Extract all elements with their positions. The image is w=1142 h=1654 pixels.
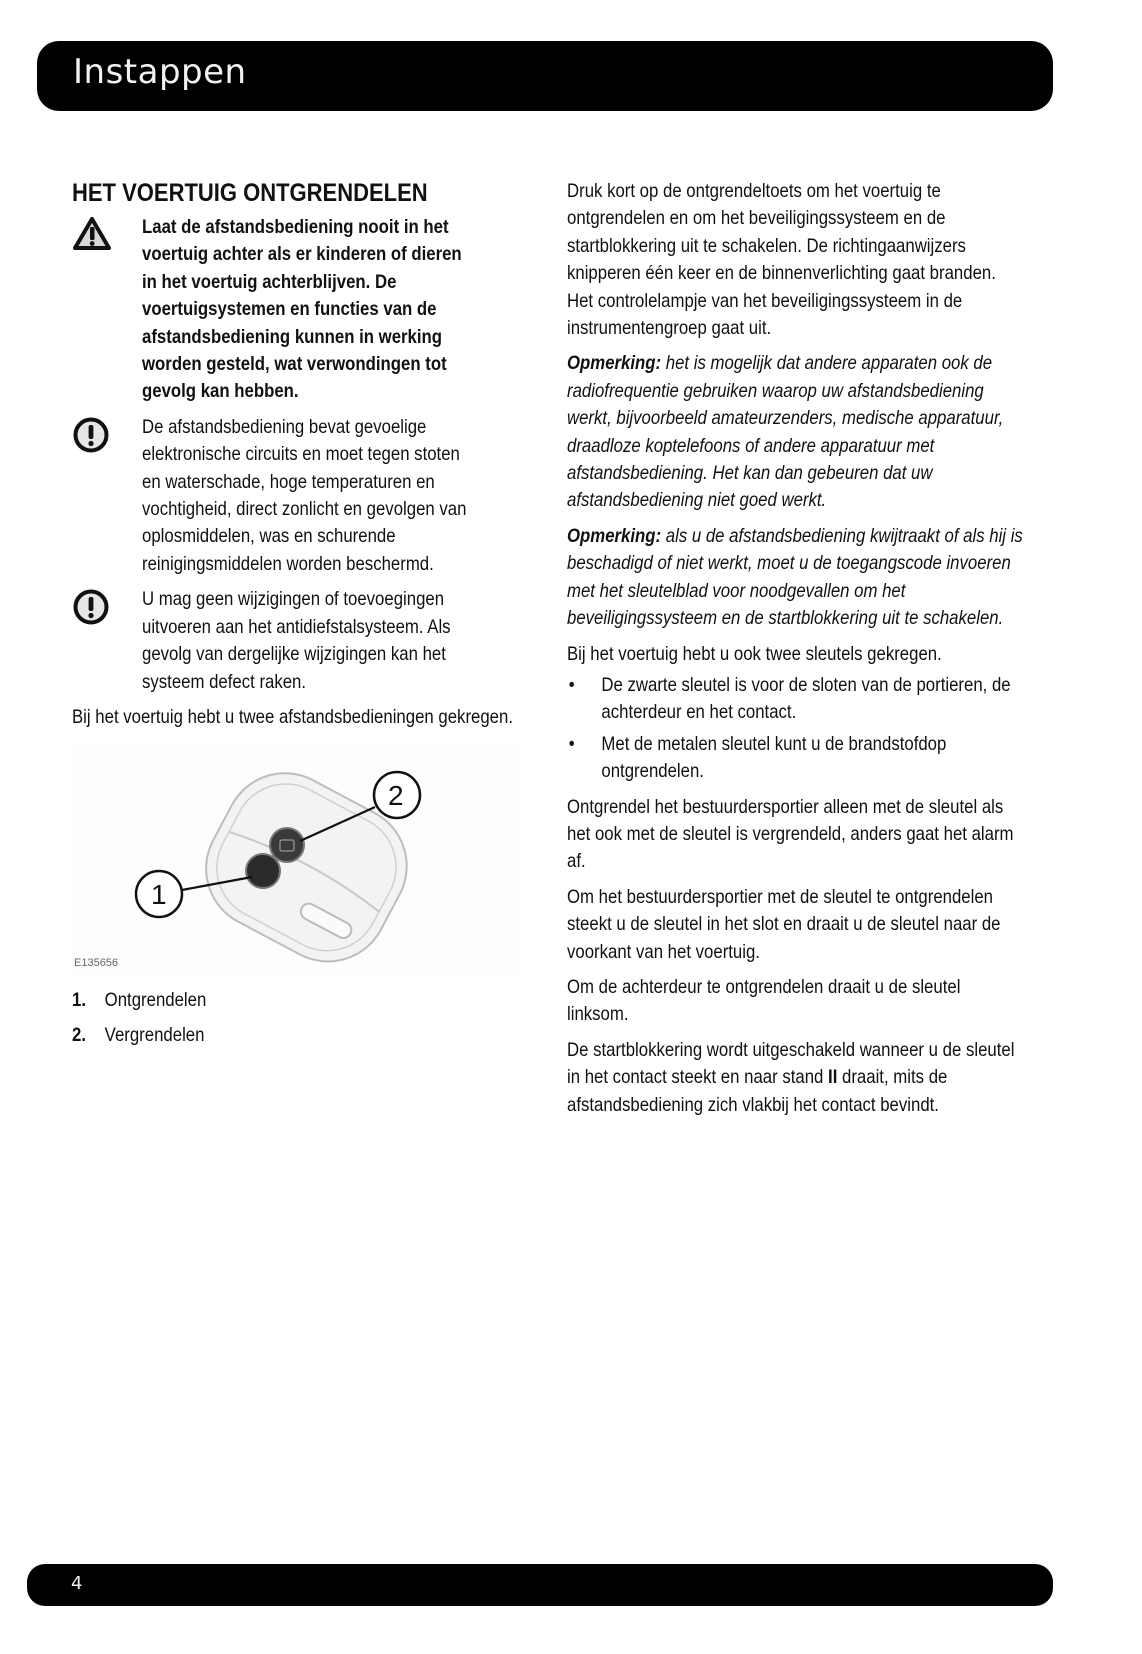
bullet-icon: •	[568, 732, 575, 755]
keys-intro: Bij het voertuig hebt u ook twee sleutels gekregen.	[567, 642, 942, 665]
caution-circle-icon	[72, 586, 142, 696]
footer-bar	[27, 1564, 1053, 1606]
right-column	[567, 178, 1027, 1127]
driver-door-key-paragraph: Om het bestuurdersportier met de sleutel te ontgrendelen steekt u de sleutel in het slot en draait u de sleutel naar de voorkant van het voertuig.	[567, 885, 1001, 963]
note-radio-interference: Opmerking: het is mogelijk dat andere apparaten ook de radiofrequentie gebruiken waarop uw afstandsbediening werkt, bijvoorbeeld amateurzenders, medische apparatuur, draadloze koptelefoons of andere apparatuur met afstandsbediening. Het kan dan gebeuren dat uw afstandsbediening niet goed werkt.	[567, 352, 1004, 512]
list-item: • Met de metalen sleutel kunt u de brandstofdop ontgrendelen.	[567, 731, 1026, 786]
legend-item: 2. Vergrendelen	[72, 1023, 205, 1046]
legend-item: 1. Ontgrendelen	[72, 989, 207, 1012]
figure-legend	[72, 987, 531, 1049]
note-lost-remote: Opmerking: als u de afstandsbediening kwijtraakt of als hij is beschadigd of niet werkt, moet u de toegangscode invoeren met het sleutelblad voor noodgevallen om het beveiligingssysteem en de startblokkering uit te schakelen.	[567, 524, 1023, 630]
callout-1: 1	[151, 879, 167, 911]
list-item: • De zwarte sleutel is voor de sloten van de portieren, de achterdeur en het contact.	[567, 672, 1026, 727]
caution-note	[72, 586, 532, 696]
keys-list	[567, 672, 1026, 786]
remote-fob-icon	[72, 745, 522, 975]
immobiliser-paragraph: De startblokkering wordt uitgeschakeld wanneer u de sleutel in het contact steekt en naar stand II draait, mits de afstandsbediening zich vlakbij het contact bevindt.	[567, 1038, 1015, 1116]
header-bar	[37, 41, 1053, 111]
remotes-intro: Bij het voertuig hebt u twee afstandsbedieningen gekregen.	[72, 705, 513, 728]
caution-text: De afstandsbediening bevat gevoelige elektronische circuits en moet tegen stoten en waterschade, hoge temperaturen en vochtigheid, direct zonlicht en gevolgen van oplosmiddelen, was en schurende reinigingsmiddelen worden beschermd.	[142, 415, 467, 575]
warning-text: Laat de afstandsbediening nooit in het voertuig achter als er kinderen of dieren in het voertuig achterblijven. De voertuigsystemen en functies van de afstandsbediening kunnen in werking worden gesteld, wat verwondingen tot gevolg kan hebben.	[142, 216, 462, 403]
tailgate-paragraph: Om de achterdeur te ontgrendelen draait u de sleutel linksom.	[567, 975, 961, 1026]
driver-door-paragraph: Ontgrendel het bestuurdersportier alleen met de sleutel als het ook met de sleutel is vergrendeld, anders gaat het alarm af.	[567, 795, 1014, 873]
remote-key-illustration	[72, 745, 522, 975]
section-title: HET VOERTUIG ONTGRENDELEN	[72, 179, 428, 207]
callout-2: 2	[388, 780, 404, 812]
warning-triangle-icon	[72, 214, 142, 406]
caution-note	[72, 414, 532, 578]
unlock-paragraph: Druk kort op de ontgrendeltoets om het voertuig te ontgrendelen en om het beveiligingssysteem en de startblokkering uit te schakelen. De richtingaanwijzers knipperen één keer en de binnenverlichting gaat branden. Het controlelampje van het beveiligingssysteem in de instrumentengroep gaat uit.	[567, 180, 996, 340]
figure-code: E135656	[74, 957, 119, 970]
caution-circle-icon	[72, 414, 142, 578]
bullet-icon: •	[568, 673, 575, 696]
warning-note	[72, 214, 532, 406]
page-title: Instappen	[73, 52, 247, 92]
left-column	[72, 178, 532, 1056]
caution-text: U mag geen wijzigingen of toevoegingen uitvoeren aan het antidiefstalsysteem. Als gevolg van dergelijke wijzigingen kan het systeem defect raken.	[142, 588, 451, 693]
page-number: 4	[71, 1573, 83, 1594]
